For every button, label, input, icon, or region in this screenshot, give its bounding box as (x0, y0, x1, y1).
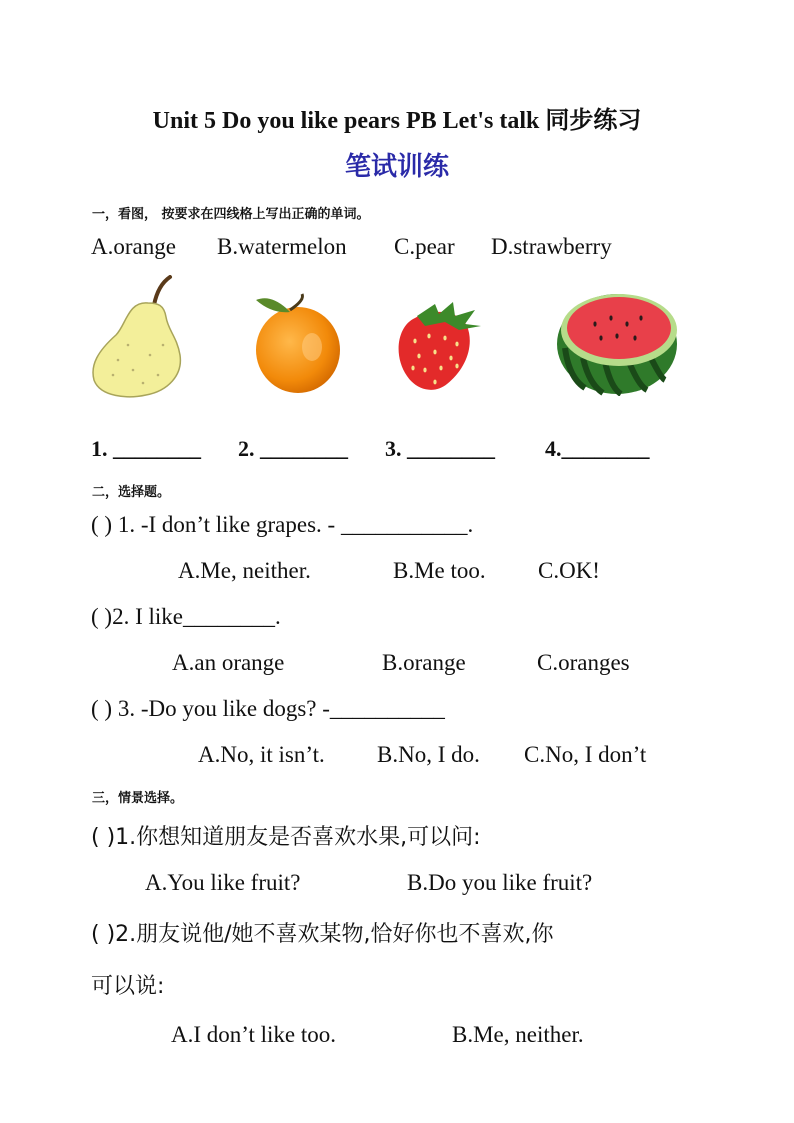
orange-icon (250, 292, 345, 397)
q1-option-a: A.Me, neither. (178, 558, 311, 583)
q2-option-a: A.an orange (172, 650, 285, 675)
s3-q2-stem-line1: ( )2.朋友说他/她不喜欢某物,恰好你也不喜欢,你 (91, 922, 554, 947)
option-d: D.strawberry (491, 234, 612, 259)
strawberry-icon (395, 296, 485, 396)
q2-option-b: B.orange (382, 650, 466, 675)
page-subtitle: 笔试训练 (344, 152, 449, 182)
option-b: B.watermelon (217, 234, 347, 259)
q2-option-c: C.oranges (537, 650, 630, 675)
section3-heading: 三，情景选择。 (92, 791, 184, 806)
answer-blank-1[interactable]: 1. ________ (91, 436, 201, 461)
section1-heading: 一，看图， 按要求在四线格上写出正确的单词。 (92, 207, 370, 222)
q3-option-c: C.No, I don’t (524, 742, 647, 767)
q1-stem: ( ) 1. -I don’t like grapes. - ___________. (91, 512, 474, 537)
option-a: A.orange (91, 234, 176, 259)
page-title: Unit 5 Do you like pears PB Let's talk 同步练习 (152, 108, 642, 134)
s3-q2-option-b: B.Me, neither. (452, 1022, 584, 1047)
s3-q1-option-a: A.You like fruit? (145, 870, 301, 895)
option-c: C.pear (394, 234, 455, 259)
section2-heading: 二，选择题。 (92, 485, 171, 500)
q2-stem: ( )2. I like________. (91, 604, 281, 629)
s3-q2-option-a: A.I don’t like too. (171, 1022, 337, 1047)
q1-option-b: B.Me too. (393, 558, 486, 583)
q3-stem: ( ) 3. -Do you like dogs? -__________ (91, 696, 445, 721)
answer-blank-4[interactable]: 4.________ (545, 436, 650, 461)
q1-option-c: C.OK! (538, 558, 600, 583)
s3-q1-stem: ( )1.你想知道朋友是否喜欢水果,可以问: (91, 825, 481, 850)
answer-blank-3[interactable]: 3. ________ (385, 436, 495, 461)
q3-option-b: B.No, I do. (377, 742, 480, 767)
pear-icon (88, 275, 188, 400)
answer-blank-2[interactable]: 2. ________ (238, 436, 348, 461)
watermelon-icon (555, 288, 680, 396)
q3-option-a: A.No, it isn’t. (198, 742, 325, 767)
s3-q1-option-b: B.Do you like fruit? (407, 870, 593, 895)
s3-q2-stem-line2: 可以说: (91, 974, 165, 999)
